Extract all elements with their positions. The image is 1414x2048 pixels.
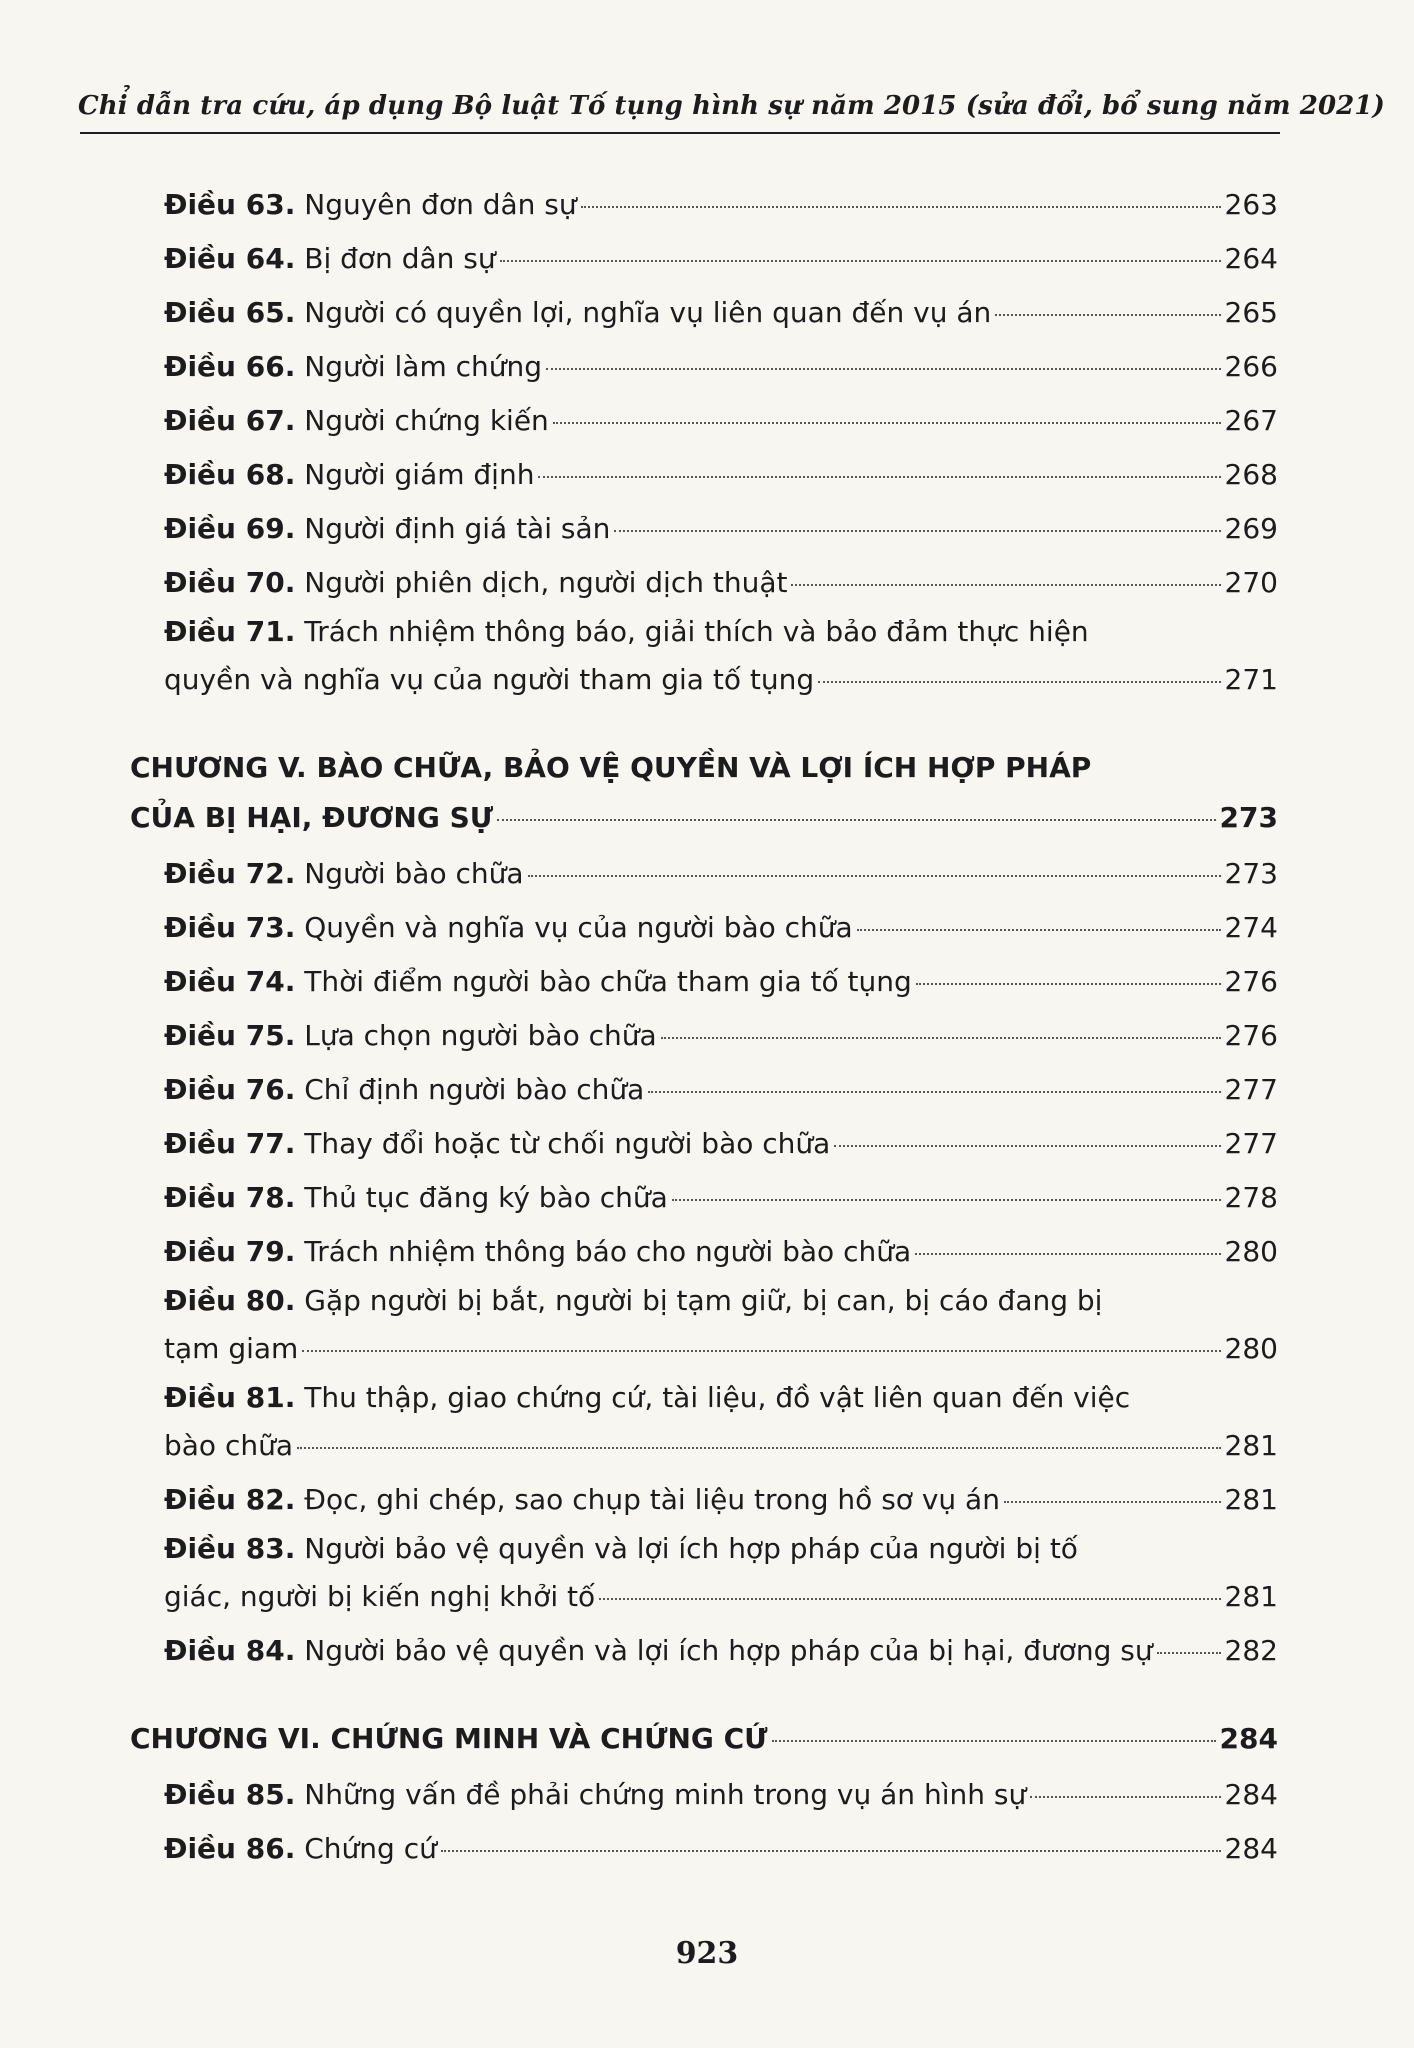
toc-entry-line	[164, 1230, 1278, 1273]
toc-entry-line-1	[164, 1527, 1278, 1570]
dot-leader	[553, 422, 1221, 424]
article-title: Trách nhiệm thông báo cho người bào chữa	[304, 1235, 912, 1268]
toc-entry-text	[164, 453, 534, 496]
toc-entry-line	[164, 852, 1278, 895]
article-title: Người giám định	[304, 458, 535, 491]
dot-leader	[857, 929, 1221, 931]
toc-entry-line	[164, 453, 1278, 496]
article-number: Điều 80.	[164, 1284, 296, 1317]
article-page-number: 267	[1224, 404, 1278, 437]
toc-entry	[130, 1117, 1278, 1171]
toc-entry	[130, 1527, 1278, 1624]
article-title: Người bào chữa	[304, 857, 524, 890]
article-page-number: 281	[1224, 1580, 1278, 1613]
toc-entry-line	[164, 183, 1278, 226]
article-page-number: 276	[1224, 965, 1278, 998]
toc-entry	[130, 1822, 1278, 1876]
toc-entry-text	[164, 291, 991, 334]
toc-group-2	[130, 847, 1278, 1678]
article-title-continued: tạm giam	[164, 1332, 299, 1365]
article-title: Thời điểm người bào chữa tham gia tố tụng	[304, 965, 912, 998]
chapter-v-page-number: 273	[1219, 801, 1278, 834]
toc-entry	[130, 1473, 1278, 1527]
dot-leader	[834, 1145, 1220, 1147]
article-title: Thu thập, giao chứng cứ, tài liệu, đồ vật liên quan đến việc	[304, 1381, 1131, 1414]
article-title: Người bảo vệ quyền và lợi ích hợp pháp của bị hại, đương sự	[304, 1634, 1153, 1667]
toc-entry-text	[164, 183, 577, 226]
toc-entry-line-1	[164, 1376, 1278, 1419]
toc-group-3	[130, 1768, 1278, 1876]
toc-entry-text	[164, 1014, 657, 1057]
article-number: Điều 79.	[164, 1235, 296, 1268]
article-title: Chứng cứ	[304, 1832, 437, 1865]
article-title: Người phiên dịch, người dịch thuật	[304, 566, 788, 599]
toc-entry	[130, 286, 1278, 340]
article-number: Điều 81.	[164, 1381, 296, 1414]
article-number: Điều 64.	[164, 242, 296, 275]
article-number: Điều 71.	[164, 615, 296, 648]
toc-entry-text	[164, 399, 549, 442]
article-number: Điều 67.	[164, 404, 296, 437]
toc-entry	[130, 178, 1278, 232]
dot-leader	[441, 1850, 1221, 1852]
article-title: Lựa chọn người bào chữa	[304, 1019, 657, 1052]
toc-entry-line	[164, 960, 1278, 1003]
toc-entry-line	[164, 1014, 1278, 1057]
article-number: Điều 83.	[164, 1532, 296, 1565]
toc-entry-line-2	[164, 1575, 1278, 1618]
article-title: Người chứng kiến	[304, 404, 549, 437]
toc-entry-line-2	[164, 658, 1278, 701]
dot-leader	[915, 1253, 1220, 1255]
article-title: Người bảo vệ quyền và lợi ích hợp pháp của người bị tố	[304, 1532, 1078, 1565]
article-page-number: 282	[1224, 1634, 1278, 1667]
table-of-contents	[130, 178, 1278, 1876]
article-page-number: 277	[1224, 1127, 1278, 1160]
toc-entry-line	[164, 906, 1278, 949]
page-number: 923	[675, 1936, 739, 1971]
dot-leader	[302, 1350, 1220, 1352]
toc-entry-line-1	[164, 610, 1278, 653]
toc-entry-line	[164, 291, 1278, 334]
article-number: Điều 86.	[164, 1832, 296, 1865]
article-page-number: 263	[1224, 188, 1278, 221]
article-page-number: 274	[1224, 911, 1278, 944]
article-number: Điều 66.	[164, 350, 296, 383]
article-number: Điều 68.	[164, 458, 296, 491]
article-title: Thay đổi hoặc từ chối người bào chữa	[304, 1127, 831, 1160]
article-page-number: 280	[1224, 1332, 1278, 1365]
dot-leader	[497, 819, 1215, 821]
toc-entry	[130, 901, 1278, 955]
toc-entry	[130, 448, 1278, 502]
toc-entry	[130, 502, 1278, 556]
toc-entry	[130, 1009, 1278, 1063]
article-number: Điều 69.	[164, 512, 296, 545]
toc-group-1	[130, 178, 1278, 707]
toc-entry-line	[164, 1478, 1278, 1521]
toc-entry-line	[164, 345, 1278, 388]
toc-entry-line	[164, 507, 1278, 550]
toc-entry-text	[164, 960, 912, 1003]
dot-leader	[1004, 1501, 1221, 1503]
toc-entry	[130, 1279, 1278, 1376]
article-title: Trách nhiệm thông báo, giải thích và bảo đảm thực hiện	[304, 615, 1089, 648]
article-title-continued: quyền và nghĩa vụ của người tham gia tố tụng	[164, 663, 815, 696]
article-title: Người định giá tài sản	[304, 512, 611, 545]
article-number: Điều 73.	[164, 911, 296, 944]
toc-entry	[130, 340, 1278, 394]
toc-entry-line-2	[164, 1424, 1278, 1467]
dot-leader	[500, 260, 1221, 262]
toc-entry-text	[164, 1827, 437, 1870]
dot-leader	[614, 530, 1220, 532]
article-number: Điều 75.	[164, 1019, 296, 1052]
article-page-number: 273	[1224, 857, 1278, 890]
dot-leader	[916, 983, 1221, 985]
dot-leader	[772, 1740, 1216, 1742]
toc-entry	[130, 610, 1278, 707]
dot-leader	[648, 1091, 1220, 1093]
toc-entry	[130, 394, 1278, 448]
article-number: Điều 82.	[164, 1483, 296, 1516]
toc-entry-line-1	[164, 1279, 1278, 1322]
chapter-v-title-part-1: CHƯƠNG V. BÀO CHỮA, BẢO VỆ QUYỀN VÀ LỢI ÍCH HỢP PHÁP	[130, 751, 1092, 784]
article-number: Điều 85.	[164, 1778, 296, 1811]
article-page-number: 271	[1224, 663, 1278, 696]
dot-leader	[1157, 1652, 1221, 1654]
dot-leader	[995, 314, 1220, 316]
toc-entry-text	[164, 1478, 1000, 1521]
chapter-v-line-1	[130, 743, 1278, 793]
toc-entry	[130, 1768, 1278, 1822]
article-page-number: 265	[1224, 296, 1278, 329]
article-number: Điều 76.	[164, 1073, 296, 1106]
header-rule	[80, 132, 1280, 134]
toc-entry-text	[164, 1068, 644, 1111]
toc-entry-line	[164, 1629, 1278, 1672]
toc-entry	[130, 955, 1278, 1009]
article-number: Điều 63.	[164, 188, 296, 221]
article-page-number: 268	[1224, 458, 1278, 491]
toc-entry-line	[164, 237, 1278, 280]
toc-entry-text	[164, 561, 787, 604]
dot-leader	[1030, 1796, 1220, 1798]
article-page-number: 281	[1224, 1429, 1278, 1462]
toc-entry	[130, 1376, 1278, 1473]
chapter-v-title-part-2: CỦA BỊ HẠI, ĐƯƠNG SỰ	[130, 801, 494, 834]
article-title: Người làm chứng	[304, 350, 543, 383]
article-number: Điều 77.	[164, 1127, 296, 1160]
article-title: Những vấn đề phải chứng minh trong vụ án hình sự	[304, 1778, 1027, 1811]
article-title-continued: bào chữa	[164, 1429, 294, 1462]
dot-leader	[818, 681, 1220, 683]
running-head: Chỉ dẫn tra cứu, áp dụng Bộ luật Tố tụng hình sự năm 2015 (sửa đổi, bổ sung năm 2021)	[78, 91, 1385, 121]
article-title: Nguyên đơn dân sự	[304, 188, 577, 221]
toc-entry	[130, 556, 1278, 610]
toc-entry	[130, 847, 1278, 901]
article-number: Điều 72.	[164, 857, 296, 890]
chapter-vi-title: CHƯƠNG VI. CHỨNG MINH VÀ CHỨNG CỨ	[130, 1722, 768, 1755]
toc-entry-line	[164, 561, 1278, 604]
article-title-continued: giác, người bị kiến nghị khởi tố	[164, 1580, 596, 1613]
toc-entry-text	[164, 1176, 668, 1219]
toc-entry	[130, 1225, 1278, 1279]
dot-leader	[546, 368, 1221, 370]
toc-entry-line	[164, 1827, 1278, 1870]
toc-entry-text	[164, 906, 853, 949]
article-title: Người có quyền lợi, nghĩa vụ liên quan đến vụ án	[304, 296, 992, 329]
dot-leader	[528, 875, 1221, 877]
toc-entry-line	[164, 1176, 1278, 1219]
article-page-number: 264	[1224, 242, 1278, 275]
article-page-number: 284	[1224, 1832, 1278, 1865]
toc-entry-text	[164, 1230, 911, 1273]
dot-leader	[581, 206, 1221, 208]
article-page-number: 269	[1224, 512, 1278, 545]
article-title: Đọc, ghi chép, sao chụp tài liệu trong hồ sơ vụ án	[304, 1483, 1000, 1516]
toc-entry-text	[164, 852, 524, 895]
toc-entry	[130, 232, 1278, 286]
toc-entry-text	[164, 1773, 1026, 1816]
toc-entry	[130, 1063, 1278, 1117]
toc-entry-text	[164, 507, 610, 550]
chapter-vi-heading	[130, 1714, 1278, 1764]
dot-leader	[599, 1598, 1220, 1600]
article-page-number: 270	[1224, 566, 1278, 599]
article-page-number: 277	[1224, 1073, 1278, 1106]
article-number: Điều 74.	[164, 965, 296, 998]
article-number: Điều 78.	[164, 1181, 296, 1214]
article-page-number: 280	[1224, 1235, 1278, 1268]
article-page-number: 278	[1224, 1181, 1278, 1214]
dot-leader	[791, 584, 1220, 586]
article-title: Gặp người bị bắt, người bị tạm giữ, bị can, bị cáo đang bị	[304, 1284, 1103, 1317]
article-page-number: 284	[1224, 1778, 1278, 1811]
toc-entry-text	[164, 237, 496, 280]
toc-entry-line	[164, 1773, 1278, 1816]
article-number: Điều 84.	[164, 1634, 296, 1667]
article-number: Điều 70.	[164, 566, 296, 599]
toc-entry-line-2	[164, 1327, 1278, 1370]
chapter-v-line-2	[130, 793, 1278, 843]
article-title: Chỉ định người bào chữa	[304, 1073, 645, 1106]
dot-leader	[661, 1037, 1221, 1039]
dot-leader	[672, 1199, 1221, 1201]
dot-leader	[538, 476, 1220, 478]
toc-entry	[130, 1624, 1278, 1678]
article-page-number: 276	[1224, 1019, 1278, 1052]
toc-entry-line	[164, 399, 1278, 442]
dot-leader	[297, 1447, 1221, 1449]
article-page-number: 281	[1224, 1483, 1278, 1516]
toc-entry-text	[164, 1122, 830, 1165]
chapter-vi-page-number: 284	[1219, 1722, 1278, 1755]
toc-entry-line	[164, 1122, 1278, 1165]
article-title: Quyền và nghĩa vụ của người bào chữa	[304, 911, 853, 944]
toc-entry	[130, 1171, 1278, 1225]
chapter-v-heading	[130, 743, 1278, 843]
toc-entry-text	[164, 345, 542, 388]
article-title: Bị đơn dân sự	[304, 242, 496, 275]
toc-entry-line	[164, 1068, 1278, 1111]
article-page-number: 266	[1224, 350, 1278, 383]
article-title: Thủ tục đăng ký bào chữa	[304, 1181, 668, 1214]
toc-entry-text	[164, 1629, 1153, 1672]
chapter-vi-line-1	[130, 1714, 1278, 1764]
article-number: Điều 65.	[164, 296, 296, 329]
